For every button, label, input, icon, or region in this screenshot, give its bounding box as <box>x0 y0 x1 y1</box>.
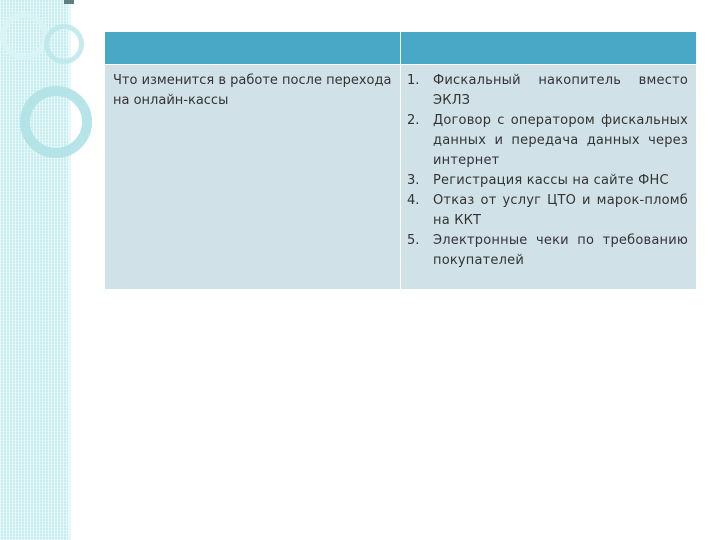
list-item <box>407 231 688 271</box>
list-item <box>407 71 688 111</box>
question-text: Что изменится в работе после перехода на онлайн-кассы <box>113 73 392 108</box>
list-item <box>407 191 688 231</box>
list-item-text: Отказ от услуг ЦТО и марок-пломб на ККТ <box>433 193 688 228</box>
table-header-cell-right <box>401 32 697 65</box>
list-item-number: 3. <box>407 173 420 188</box>
table-header-cell-left <box>105 32 401 65</box>
list-item-number: 5. <box>407 233 420 248</box>
list-item-text: Регистрация кассы на сайте ФНС <box>433 173 669 188</box>
list-item-text: Договор с оператором фискальных данных и передача данных через интернет <box>433 113 688 168</box>
list-item <box>407 111 688 171</box>
list-item-text: Фискальный накопитель вместо ЭКЛЗ <box>433 73 688 108</box>
table-cell-left <box>105 65 401 290</box>
decorative-ring-large <box>20 86 92 158</box>
decorative-ring-medium <box>44 24 84 64</box>
side-band-top-marker <box>64 0 74 4</box>
list-item-number: 1. <box>407 73 420 88</box>
table-row <box>105 65 697 290</box>
side-band-edge <box>68 0 71 540</box>
content-table <box>104 31 697 290</box>
decorative-ring-small <box>0 12 48 60</box>
table-header-row <box>105 32 697 65</box>
list-item-text: Электронные чеки по требованию покупателей <box>433 233 688 268</box>
list-item <box>407 171 688 191</box>
table-cell-right <box>401 65 697 290</box>
list-item-number: 4. <box>407 193 420 208</box>
changes-list <box>401 65 696 271</box>
decorative-side-band <box>0 0 69 540</box>
list-item-number: 2. <box>407 113 420 128</box>
